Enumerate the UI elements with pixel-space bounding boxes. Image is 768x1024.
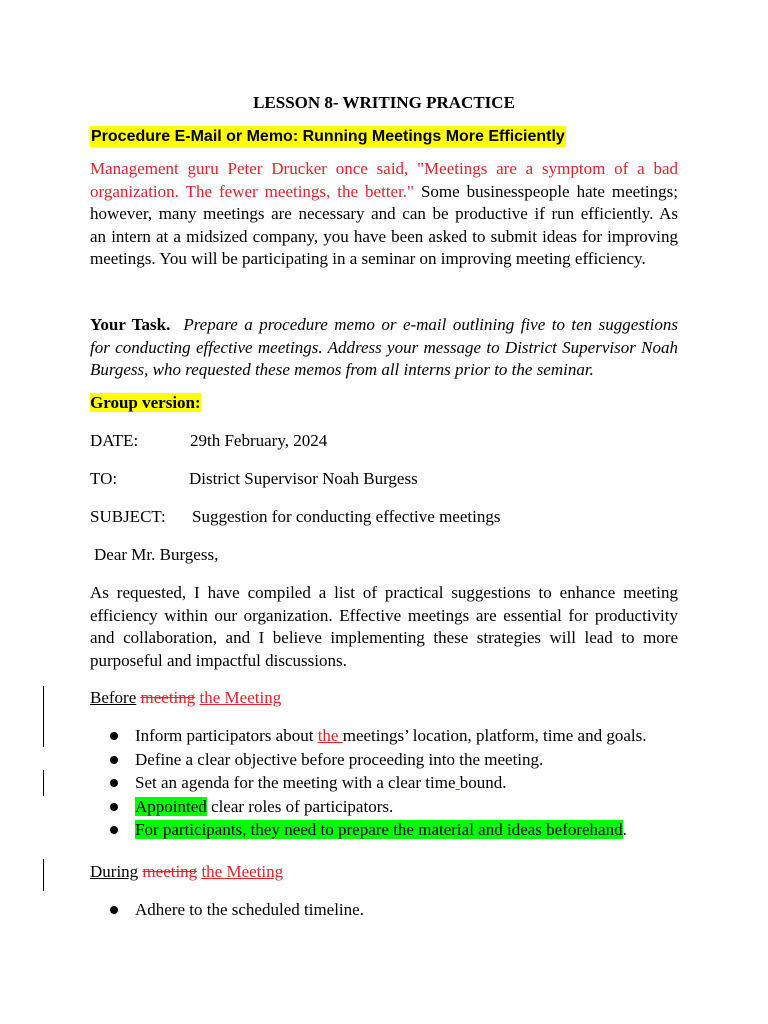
- item-text: Set an agenda for the meeting with a clear time: [135, 773, 456, 792]
- highlighted-text: Appointed: [135, 796, 207, 816]
- date-value: 29th February, 2024: [190, 431, 328, 450]
- bullet-icon: [110, 906, 118, 914]
- item-text: Define a clear objective before proceeding into the meeting.: [135, 749, 544, 769]
- intro-text: Some businesspeople hate meetings;: [413, 181, 678, 201]
- intro-line: an intern at a midsized company, you have been asked to submit ideas for improving: [90, 226, 678, 246]
- body-line: purposeful and impactful discussions.: [90, 650, 347, 670]
- item-text: Adhere to the scheduled timeline.: [135, 900, 364, 919]
- intro-quote-end: organization. The fewer meetings, the better.": [90, 181, 414, 201]
- revision-bar: [43, 686, 44, 747]
- to-value: District Supervisor Noah Burgess: [189, 469, 418, 488]
- list-item: [108, 771, 646, 795]
- subject-label: SUBJECT:: [90, 507, 166, 526]
- deleted-text: meeting: [140, 688, 196, 707]
- assignment-heading: Procedure E-Mail or Memo: Running Meetings More Efficiently: [91, 128, 565, 145]
- body-paragraph: [90, 582, 678, 672]
- revision-bar: [43, 770, 44, 796]
- during-section-heading: [90, 862, 283, 882]
- before-list: [108, 724, 646, 842]
- revision-bar: [43, 859, 44, 891]
- deleted-text: meeting: [142, 862, 198, 881]
- date-label: DATE:: [90, 431, 139, 450]
- body-line: efficiency within our organization. Effective meetings are essential for productivity: [90, 605, 678, 625]
- item-text: meetings’ location, platform, time and goals.: [342, 726, 647, 745]
- task-line: for conducting effective meetings. Address your message to District Supervisor Noah: [90, 337, 678, 357]
- inserted-text: the: [317, 726, 343, 745]
- task-paragraph: [90, 314, 678, 382]
- before-section-heading: [90, 688, 281, 708]
- intro-line: [90, 181, 678, 204]
- intro-line: meetings. You will be participating in a seminar on improving meeting efficiency.: [90, 249, 646, 269]
- item-text: bound.: [459, 773, 507, 792]
- list-item: [108, 724, 646, 748]
- intro-paragraph: [90, 158, 678, 271]
- section-word: During: [90, 862, 139, 881]
- bullet-icon: [110, 826, 118, 834]
- to-label: TO:: [90, 469, 118, 488]
- list-item: [108, 748, 646, 772]
- task-text: Prepare a procedure memo or e-mail outlining five to ten suggestions: [183, 315, 678, 334]
- subject-value: Suggestion for conducting effective meetings: [192, 507, 501, 526]
- item-text: clear roles of participators.: [206, 796, 394, 816]
- bullet-icon: [110, 803, 118, 811]
- bullet-icon: [110, 779, 118, 787]
- intro-line: however, many meetings are necessary and can be productive if run efficiently. As: [90, 204, 678, 224]
- group-version-text: Group version:: [90, 393, 201, 412]
- group-version-label: [90, 393, 201, 413]
- intro-line: Management guru Peter Drucker once said, "Meetings are a symptom of a bad: [90, 159, 678, 178]
- task-label: Your Task.: [90, 315, 171, 334]
- during-list: [108, 898, 364, 922]
- list-item: [108, 795, 646, 819]
- bullet-icon: [110, 732, 118, 740]
- body-line: and collaboration, and I believe implementing these strategies will lead to more: [90, 628, 678, 648]
- item-text: .: [622, 820, 627, 839]
- page-title: LESSON 8- WRITING PRACTICE: [253, 93, 515, 112]
- bullet-icon: [110, 756, 118, 764]
- task-line: Burgess, who requested these memos from all interns prior to the seminar.: [90, 360, 594, 380]
- list-item: [108, 818, 646, 842]
- item-text: Inform participators about: [135, 726, 318, 745]
- list-item: [108, 898, 364, 922]
- section-word: Before: [90, 688, 137, 707]
- inserted-text: the Meeting: [199, 688, 282, 707]
- highlighted-text: For participants, they need to prepare the material and ideas beforehand: [135, 820, 623, 839]
- task-line: [90, 314, 678, 337]
- salutation: Dear Mr. Burgess,: [94, 545, 219, 564]
- body-line: As requested, I have compiled a list of practical suggestions to enhance meeting: [90, 583, 678, 602]
- inserted-text: the Meeting: [201, 862, 284, 881]
